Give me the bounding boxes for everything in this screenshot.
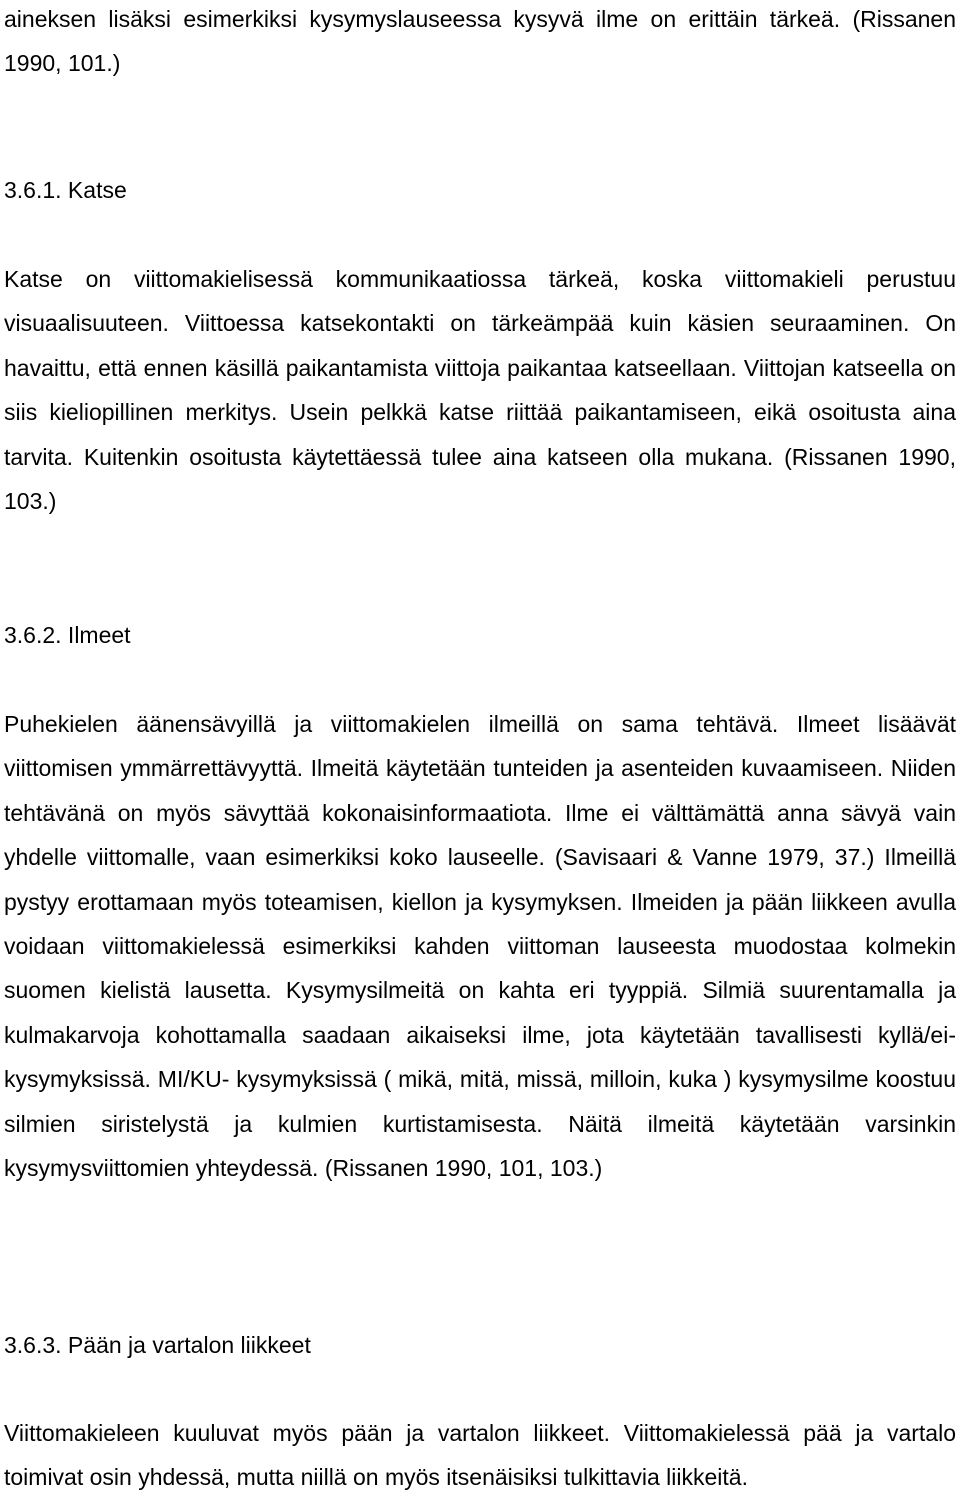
intro-paragraph: aineksen lisäksi esimerkiksi kysymyslauseessa kysyvä ilme on erittäin tärkeä. (Rissanen 1990, 101.) (4, 6, 956, 77)
section-paragraph-katse: Katse on viittomakielisessä kommunikaatiossa tärkeä, koska viittomakieli perustuu visuaalisuuteen. Viittoessa katsekontakti on tärkeämpää kuin käsien seuraaminen. On havaittu, että ennen käsillä paikantamista viittoja paikantaa katseellaan. Viittojan katseella on siis kieliopillinen merkitys. Usein pelkkä katse riittää paikantamiseen, eikä osoitusta aina tarvita. Kuitenkin osoitusta käytettäessä tulee aina katseen olla mukana. (Rissanen 1990, 103.) (4, 266, 956, 515)
section-heading-paan-ja-vartalon-liikkeet: 3.6.3. Pään ja vartalon liikkeet (4, 1332, 311, 1358)
section-paragraph-paan-ja-vartalon-liikkeet: Viittomakieleen kuuluvat myös pään ja vartalon liikkeet. Viittomakielessä pää ja vartalo toimivat osin yhdessä, mutta niillä on myös itsenäisiksi tulkittavia liikkeitä. (4, 1420, 956, 1491)
section-heading-katse: 3.6.1. Katse (4, 177, 127, 203)
section-heading-ilmeet: 3.6.2. Ilmeet (4, 622, 131, 648)
section-paragraph-ilmeet: Puhekielen äänensävyillä ja viittomakielen ilmeillä on sama tehtävä. Ilmeet lisäävät viittomisen ymmärrettävyyttä. Ilmeitä käytetään tunteiden ja asenteiden kuvaamiseen. Niiden tehtävänä on myös sävyttää kokonaisinformaatiota. Ilme ei välttämättä anna sävyä vain yhdelle viittomalle, vaan esimerkiksi koko lauseelle. (Savisaari & Vanne 1979, 37.) Ilmeillä pystyy erottamaan myös toteamisen, kiellon ja kysymyksen. Ilmeiden ja pään liikkeen avulla voidaan viittomakielessä esimerkiksi kahden viittoman lauseesta muodostaa kolmekin suomen kielistä lausetta. Kysymysilmeitä on kahta eri tyyppiä. Silmiä suurentamalla ja kulmakarvoja kohottamalla saadaan aikaiseksi ilme, jota käytetään tavallisesti kyllä/ei-kysymyksissä. MI/KU- kysymyksissä ( mikä, mitä, missä, milloin, kuka ) kysymysilme koostuu silmien siristelystä ja kulmien kurtistamisesta. Näitä ilmeitä käytetään varsinkin kysymysviittomien yhteydessä. (Rissanen 1990, 101, 103.) (4, 711, 956, 1182)
